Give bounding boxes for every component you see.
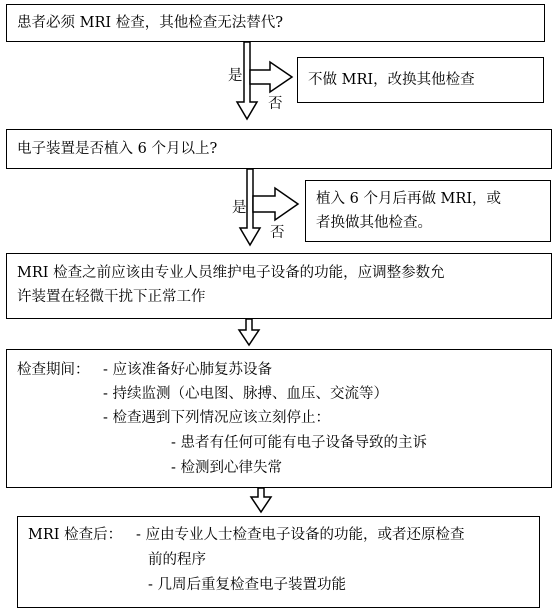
before-mri-line-2: 许装置在轻微干扰下正常工作 xyxy=(17,289,206,305)
decision-implanted-6-months xyxy=(6,129,552,169)
right-arrow-2 xyxy=(253,188,298,220)
edge-label-yes-1: 是 xyxy=(228,68,243,84)
before-mri-line-1: MRI 检查之前应该由专业人员维护电子设备的功能，应调整参数允 xyxy=(17,265,445,281)
decision-mri-required-text: 患者必须 MRI 检查，其他检查无法替代? xyxy=(17,15,283,31)
after-line-2: 前的程序 xyxy=(148,552,206,568)
decision-implanted-text: 电子装置是否植入 6 个月以上? xyxy=(17,141,218,157)
during-sub-item-1: - 患者有任何可能有电子设备导致的主诉 xyxy=(171,435,428,451)
during-heading: 检查期间： xyxy=(17,362,90,378)
edge-label-no-1: 否 xyxy=(268,96,283,112)
during-item-1: - 应该准备好心肺复苏设备 xyxy=(103,362,273,378)
step-before-mri xyxy=(6,253,552,319)
during-sub-item-2: - 检测到心律失常 xyxy=(171,460,283,476)
outcome-wait-line-1: 植入 6 个月后再做 MRI，或 xyxy=(316,191,502,207)
down-arrow-4 xyxy=(251,488,271,512)
down-arrow-3 xyxy=(239,319,259,345)
decision-mri-required xyxy=(6,4,545,42)
edge-label-no-2: 否 xyxy=(270,225,285,241)
outcome-no-mri-text: 不做 MRI，改换其他检查 xyxy=(308,72,475,88)
step-during-mri xyxy=(6,349,552,488)
edge-label-yes-2: 是 xyxy=(232,200,247,216)
outcome-no-mri xyxy=(297,57,544,103)
after-line-3: - 几周后重复检查电子装置功能 xyxy=(148,577,347,593)
outcome-wait-6-months xyxy=(305,180,551,242)
after-line-1: - 应由专业人士检查电子设备的功能，或者还原检查 xyxy=(136,527,465,543)
outcome-wait-line-2: 者换做其他检查。 xyxy=(316,215,432,231)
right-arrow-1 xyxy=(250,62,292,92)
during-item-3: - 检查遇到下列情况应该立刻停止： xyxy=(103,410,331,426)
after-heading: MRI 检查后： xyxy=(28,527,123,543)
during-item-2: - 持续监测（心电图、脉搏、血压、交流等） xyxy=(103,386,389,402)
step-after-mri xyxy=(17,516,540,608)
